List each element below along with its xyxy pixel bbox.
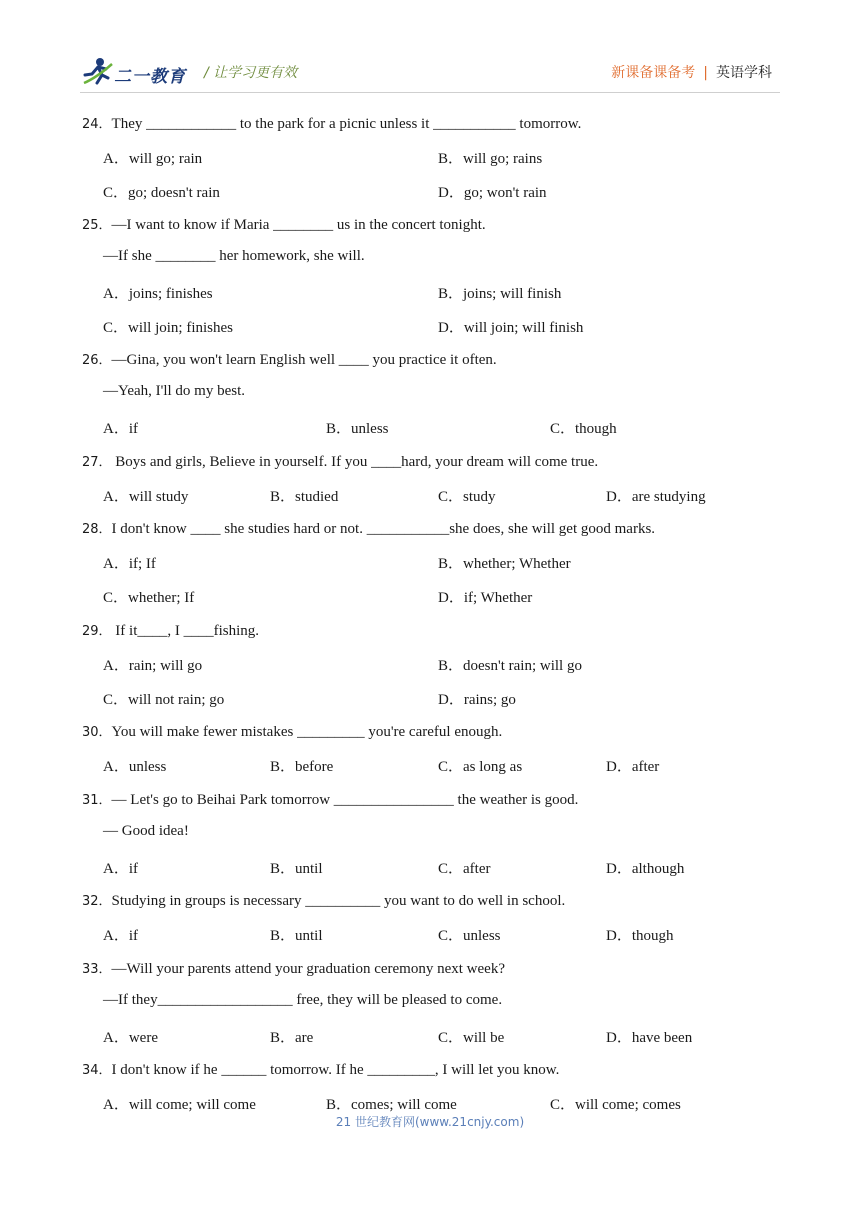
question-text: Studying in groups is necessary __________ you want to do well in school. [111, 893, 566, 909]
option-b: B．whether; Whether [438, 556, 571, 572]
option-b: B．will go; rains [438, 151, 543, 167]
question-29 [82, 620, 259, 640]
option-d: D．though [606, 928, 674, 944]
option-c: C．will be [438, 1030, 505, 1046]
option-b: B．doesn't rain; will go [438, 658, 582, 674]
question-text: If it____, I ____fishing. [111, 623, 260, 639]
option-d: D．if; Whether [438, 590, 533, 606]
question-27 [82, 451, 598, 471]
page-footer: 21 世纪教育网(www.21cnjy.com) [335, 1115, 525, 1129]
option-b: B．comes; will come [326, 1097, 457, 1113]
option-d: D．have been [606, 1030, 693, 1046]
option-d: D．rains; go [438, 692, 516, 708]
option-a: A．if; If [103, 556, 156, 572]
header-subject [611, 62, 772, 82]
question-24 [82, 113, 581, 133]
option-a: A．were [103, 1030, 158, 1046]
option-a: A．if [103, 861, 138, 877]
question-number: 32． [82, 894, 112, 909]
question-text: I don't know ____ she studies hard or not. ___________she does, she will get good marks. [111, 521, 656, 537]
question-28 [82, 518, 655, 538]
option-c: C．whether; If [103, 590, 195, 606]
question-number: 31． [82, 793, 112, 808]
dialogue-line: — Good idea! [103, 823, 189, 839]
question-number: 25． [82, 218, 112, 233]
question-31 [82, 789, 578, 809]
question-number: 29． [82, 624, 112, 639]
option-d: D．after [606, 759, 660, 775]
option-b: B．joins; will finish [438, 286, 562, 302]
question-25 [82, 214, 486, 234]
option-a: A．will study [103, 489, 189, 505]
question-number: 24． [82, 117, 112, 132]
option-c: C．after [438, 861, 491, 877]
option-c: C．go; doesn't rain [103, 185, 220, 201]
option-b: B．before [270, 759, 334, 775]
question-34 [82, 1059, 559, 1079]
header-course: 新课备课备考 [611, 65, 696, 81]
question-text: You will make fewer mistakes _________ you're careful enough. [111, 724, 503, 740]
runner-icon [80, 56, 114, 88]
logo-text: 二一教育 [114, 67, 186, 87]
question-26 [82, 349, 497, 369]
option-a: A．rain; will go [103, 658, 203, 674]
option-a: A．if [103, 928, 138, 944]
page-header [80, 54, 780, 90]
question-text: Boys and girls, Believe in yourself. If you ____hard, your dream will come true. [111, 454, 599, 470]
option-d: D．are studying [606, 489, 706, 505]
question-number: 34． [82, 1063, 112, 1078]
option-c: C．will not rain; go [103, 692, 225, 708]
option-a: A．will come; will come [103, 1097, 256, 1113]
question-text: I don't know if he ______ tomorrow. If he _________, I will let you know. [111, 1062, 560, 1078]
header-subject-name: 英语学科 [716, 65, 772, 81]
option-b: B．until [270, 928, 323, 944]
option-b: B．until [270, 861, 323, 877]
dialogue-line: —If they__________________ free, they will be pleased to come. [103, 992, 503, 1008]
option-c: C．will join; finishes [103, 320, 234, 336]
option-a: A．joins; finishes [103, 286, 213, 302]
slogan: / 让学习更有效 [204, 65, 298, 81]
option-c: C．though [550, 421, 617, 437]
question-number: 28． [82, 522, 112, 537]
question-text: —I want to know if Maria ________ us in the concert tonight. [111, 217, 486, 233]
option-d: D．although [606, 861, 685, 877]
question-text: — Let's go to Beihai Park tomorrow ________________ the weather is good. [111, 792, 579, 808]
option-a: A．will go; rain [103, 151, 203, 167]
option-a: A．unless [103, 759, 167, 775]
option-b: B．are [270, 1030, 314, 1046]
question-33 [82, 958, 505, 978]
question-number: 27． [82, 455, 112, 470]
option-b: B．studied [270, 489, 339, 505]
option-d: D．go; won't rain [438, 185, 547, 201]
option-c: C．as long as [438, 759, 523, 775]
header-divider [80, 92, 780, 93]
option-c: C．unless [438, 928, 501, 944]
question-text: —Will your parents attend your graduation ceremony next week? [111, 961, 505, 977]
question-text: They ____________ to the park for a picnic unless it ___________ tomorrow. [111, 116, 582, 132]
option-c: C．study [438, 489, 496, 505]
question-30 [82, 721, 502, 741]
logo [80, 56, 200, 88]
option-a: A．if [103, 421, 138, 437]
question-text: —Gina, you won't learn English well ____ you practice it often. [111, 352, 497, 368]
dialogue-line: —Yeah, I'll do my best. [103, 383, 246, 399]
dialogue-line: —If she ________ her homework, she will. [103, 248, 365, 264]
question-number: 30． [82, 725, 112, 740]
question-number: 26． [82, 353, 112, 368]
question-number: 33． [82, 962, 112, 977]
option-b: B．unless [326, 421, 389, 437]
header-separator: | [703, 65, 708, 81]
option-d: D．will join; will finish [438, 320, 584, 336]
option-c: C．will come; comes [550, 1097, 681, 1113]
question-32 [82, 890, 565, 910]
